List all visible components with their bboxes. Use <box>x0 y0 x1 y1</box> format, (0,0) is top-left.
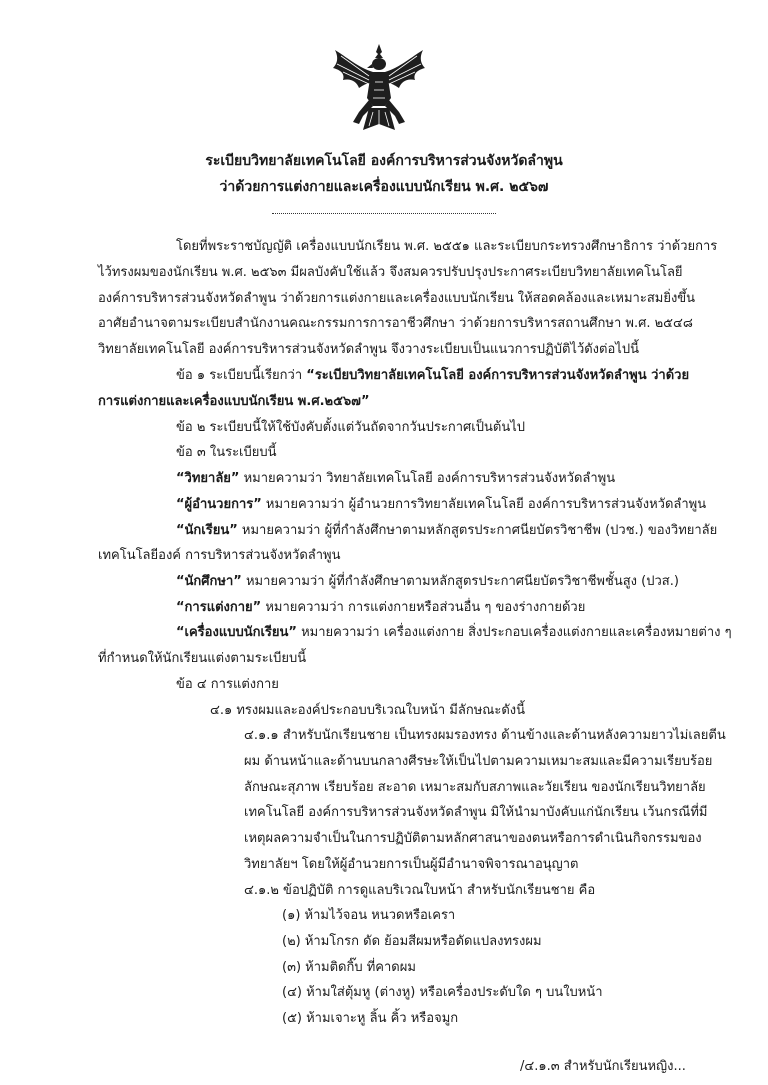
definition-term: “นักเรียน” <box>176 523 238 538</box>
definition-dress <box>176 599 585 617</box>
document-title-line-2: ว่าด้วยการแต่งกายและเครื่องแบบนักเรียน พ.ศ. ๒๕๖๗ <box>219 179 549 195</box>
preamble-line-4: อาศัยอำนาจตามระเบียบสำนักงานคณะกรรมการการอาชีวศึกษา ว่าด้วยการบริหารสถานศึกษา พ.ศ. ๒๕๔๘ <box>98 316 693 331</box>
regulation-name-cont: การแต่งกายและเครื่องแบบนักเรียน พ.ศ.๒๕๖๗” <box>98 394 370 409</box>
definition-text: หมายความว่า วิทยาลัยเทคโนโลยี องค์การบริหารส่วนจังหวัดลำพูน <box>239 471 616 486</box>
definition-text: หมายความว่า การแต่งกายหรือส่วนอื่น ๆ ของร่างกายด้วย <box>261 600 586 615</box>
clause-1 <box>176 367 689 385</box>
preamble-line-1: โดยที่พระราชบัญญัติ เครื่องแบบนักเรียน พ.ศ. ๒๕๕๑ และระเบียบกระทรวงศึกษาธิการ ว่าด้วยการ <box>176 239 718 254</box>
document-title-line-1: ระเบียบวิทยาลัยเทคโนโลยี องค์การบริหารส่วนจังหวัดลำพูน <box>205 153 563 169</box>
clause-4-1-1-line-5: เหตุผลความจำเป็นในการปฏิบัติตามหลักศาสนาของตนหรือการดำเนินกิจกรรมของ <box>244 831 702 846</box>
preamble-line-2: ไว้ทรงผมของนักเรียน พ.ศ. ๒๕๖๓ มีผลบังคับใช้แล้ว จึงสมควรปรับปรุงประกาศระเบียบวิทยาลัยเทคโนโลยี <box>98 265 683 280</box>
title-divider <box>272 213 496 214</box>
definition-uniform <box>176 624 732 642</box>
definition-college <box>176 470 615 488</box>
definition-term: “นักศึกษา” <box>176 574 242 589</box>
definition-student <box>176 522 717 540</box>
regulation-name: “ระเบียบวิทยาลัยเทคโนโลยี องค์การบริหารส่วนจังหวัดลำพูน ว่าด้วย <box>306 368 690 383</box>
preamble-line-3: องค์การบริหารส่วนจังหวัดลำพูน ว่าด้วยการแต่งกายและเครื่องแบบนักเรียน ให้สอดคล้องและเหมาะสมยิ่งขึ้น <box>98 291 696 306</box>
clause-4-1-1-line-1: ๔.๑.๑ สำหรับนักเรียนชาย เป็นทรงผมรองทรง ด้านข้างและด้านหลังความยาวไม่เลยตีน <box>244 728 726 743</box>
definition-text: หมายความว่า ผู้ที่กำลังศึกษาตามหลักสูตรประกาศนียบัตรวิชาชีพชั้นสูง (ปวส.) <box>241 574 679 589</box>
garuda-emblem <box>329 42 429 134</box>
definition-vocational-student <box>176 573 679 591</box>
rule-item: (๔) ห้ามใส่ตุ้มหู (ต่างหู) หรือเครื่องประดับใด ๆ บนใบหน้า <box>282 985 603 1000</box>
clause-4-1-1-line-6: วิทยาลัยฯ โดยให้ผู้อำนวยการเป็นผู้มีอำนาจพิจารณาอนุญาต <box>244 857 579 872</box>
clause-4-1-1-line-2: ผม ด้านหน้าและด้านบนกลางศีรษะให้เป็นไปตามความเหมาะสมและมีความเรียบร้อย <box>244 754 713 769</box>
definition-term: “วิทยาลัย” <box>176 471 240 486</box>
rule-item: (๑) ห้ามไว้จอน หนวดหรือเครา <box>282 908 456 923</box>
clause-2: ข้อ ๒ ระเบียบนี้ให้ใช้บังคับตั้งแต่วันถัดจากวันประกาศเป็นต้นไป <box>176 420 526 435</box>
rule-item: (๓) ห้ามติดกิ๊บ ที่คาดผม <box>282 960 416 975</box>
clause-4-1-1-line-4: เทคโนโลยี องค์การบริหารส่วนจังหวัดลำพูน มิให้นำมาบังคับแก่นักเรียน เว้นกรณีที่มี <box>244 805 708 820</box>
definition-text: หมายความว่า ผู้อำนวยการวิทยาลัยเทคโนโลยี องค์การบริหารส่วนจังหวัดลำพูน <box>261 497 707 512</box>
rule-item: (๒) ห้ามโกรก ดัด ย้อมสีผมหรือดัดแปลงทรงผม <box>282 934 542 949</box>
definition-director <box>176 496 706 514</box>
definition-term: “ผู้อำนวยการ” <box>176 497 262 512</box>
definition-text: หมายความว่า เครื่องแต่งกาย สิ่งประกอบเครื่องแต่งกายและเครื่องหมายต่าง ๆ <box>296 625 732 640</box>
clause-3: ข้อ ๓ ในระเบียบนี้ <box>176 445 277 460</box>
clause-4: ข้อ ๔ การแต่งกาย <box>176 677 279 692</box>
preamble-line-5: วิทยาลัยเทคโนโลยี องค์การบริหารส่วนจังหวัดลำพูน จึงวางระเบียบเป็นแนวการปฏิบัติไว้ดังต่อไปนี้ <box>98 342 639 357</box>
definition-uniform-cont: ที่กำหนดให้นักเรียนแต่งตามระเบียบนี้ <box>98 651 307 666</box>
clause-4-1-1-line-3: ลักษณะสุภาพ เรียบร้อย สะอาด เหมาะสมกับสภาพและวัยเรียน ของนักเรียนวิทยาลัย <box>244 780 706 795</box>
definition-student-cont: เทคโนโลยีองค์ การบริหารส่วนจังหวัดลำพูน <box>98 548 341 563</box>
continued-marker: /๔.๑.๓ สำหรับนักเรียนหญิง... <box>520 1059 686 1074</box>
clause-1-prefix: ข้อ ๑ ระเบียบนี้เรียกว่า <box>176 368 307 383</box>
rule-item: (๕) ห้ามเจาะหู ลิ้น คิ้ว หรือจมูก <box>282 1011 459 1026</box>
definition-text: หมายความว่า ผู้ที่กำลังศึกษาตามหลักสูตรประกาศนียบัตรวิชาชีพ (ปวช.) ของวิทยาลัย <box>237 523 718 538</box>
definition-term: “การแต่งกาย” <box>176 600 262 615</box>
clause-4-1-2: ๔.๑.๒ ข้อปฏิบัติ การดูแลบริเวณใบหน้า สำหรับนักเรียนชาย คือ <box>244 883 596 898</box>
definition-term: “เครื่องแบบนักเรียน” <box>176 625 297 640</box>
clause-4-1: ๔.๑ ทรงผมและองค์ประกอบบริเวณใบหน้า มีลักษณะดังนี้ <box>210 703 525 718</box>
